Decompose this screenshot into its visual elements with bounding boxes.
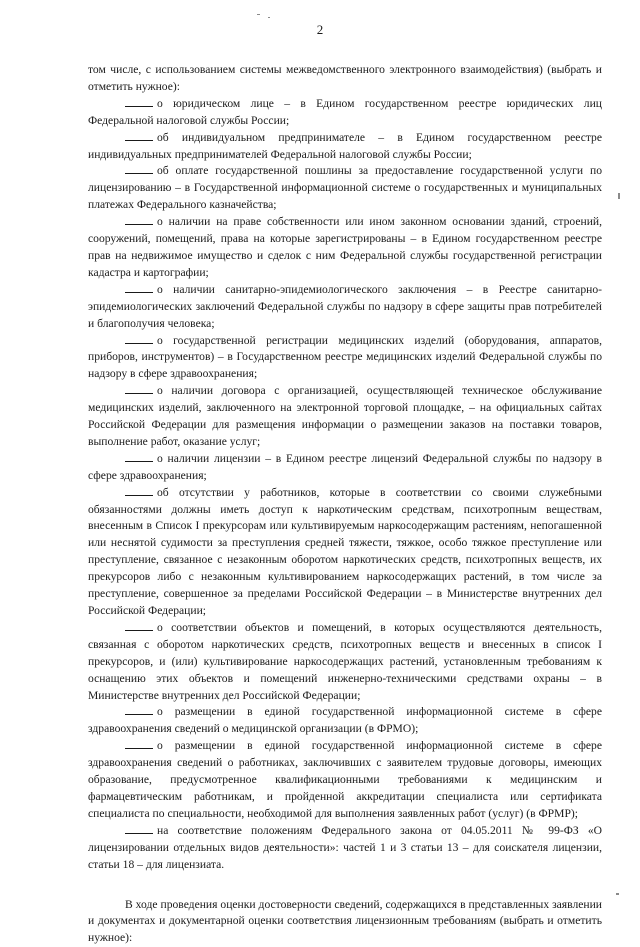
checklist-item [88,620,602,705]
scan-speck [268,17,270,18]
checklist-item [88,333,602,384]
checklist-item [88,96,602,130]
checklist-item-text: о наличии лицензии – в Едином реестре лицензий Федеральной службы по надзору в сфере здравоохранения; [88,452,602,482]
checklist-item [88,823,602,874]
checkbox-blank[interactable] [125,704,153,715]
checkbox-blank[interactable] [125,451,153,462]
scan-speck [616,893,619,895]
checklist-item [88,451,602,485]
checklist-item-text: о соответствии объектов и помещений, в которых осуществляются деятельность, связанная с оборотом наркотических средств, психотропных веществ и внесенных в список I прекурсоров, и (или) культивирование наркосодержащих растений, установленным требованиям к оснащению этих объектов и помещений инженерно-техническими средствами охраны – в Министерстве внутренних дел Российской Федерации; [88,621,602,702]
paragraph-gap [88,874,602,897]
checklist-item-text: об отсутствии у работников, которые в соответствии со своими служебными обязанностями должны иметь доступ к наркотическим средствам, психотропным веществам, внесенным в Список I прекурсорам или культивируемым наркосодержащим растениям, непогашенной или неснятой судимости за преступления средней тяжести, тяжкое, особо тяжкое преступление или преступление, связанное с незаконным оборотом наркотических средств, психотропных веществ, их прекурсоров либо с незаконным культивированием наркосодержащих растений, в том числе за преступление, совершенное за пределами Российской Федерации – в Министерстве внутренних дел Российской Федерации; [88,486,602,617]
checkbox-blank[interactable] [125,738,153,749]
checkbox-blank[interactable] [125,130,153,141]
checklist-item [88,738,602,823]
checkbox-blank[interactable] [125,823,153,834]
checklist-item-text: об оплате государственной пошлины за предоставление государственной услуги по лицензированию – в Государственной информационной системе о государственных и муниципальных платежах Федерального казначейства; [88,164,602,211]
checklist-item-text: о размещении в единой государственной информационной системе в сфере здравоохранения сведений о медицинской организации (в ФРМО); [88,705,602,735]
final-paragraph: В ходе проведения оценки достоверности сведений, содержащихся в представленных заявлении и документах и документарной оценки соответствия лицензионным требованиям (выбрать и отметить нужное): [88,897,602,947]
checklist-item-text: о размещении в единой государственной информационной системе в сфере здравоохранения сведений о работниках, заключивших с заявителем трудовые договоры, имеющих образование, предусмотренное квалификационными требованиями к медицинским и фармацевтическим работникам, и пройденной аккредитации специалиста или сертификата специалиста по специальности, необходимой для выполнения заявленных работ (услуг) (в ФРМР); [88,739,602,820]
document-body [88,62,602,947]
checklist-item [88,130,602,164]
checklist-item-text: об индивидуальном предпринимателе – в Едином государственном реестре индивидуальных предпринимателей Федеральной налоговой службы России; [88,131,602,161]
checkbox-blank[interactable] [125,333,153,344]
checklist-item [88,163,602,214]
checklist-item-text: о наличии договора с организацией, осуществляющей техническое обслуживание медицинских изделий, заключенного на электронной торговой площадке, – на официальных сайтах Российской Федерации для размещения информации о размещении заказов на поставки товаров, выполнение работ, оказание услуг; [88,384,602,448]
checklist-item [88,214,602,282]
checklist-item [88,485,602,620]
checkbox-blank[interactable] [125,282,153,293]
checklist-item-text: о юридическом лице – в Едином государственном реестре юридических лиц Федеральной налоговой службы России; [88,97,602,127]
checklist [88,96,602,874]
scan-speck [618,193,620,199]
checkbox-blank[interactable] [125,485,153,496]
checklist-item-text: о государственной регистрации медицинских изделий (оборудования, аппаратов, приборов, инструментов) – в Государственном реестре медицинских изделий Федеральной службы по надзору в сфере здравоохранения; [88,334,602,381]
scan-speck [257,14,260,15]
intro-paragraph: том числе, с использованием системы межведомственного электронного взаимодействия) (выбрать и отметить нужное): [88,62,602,96]
checklist-item-text: о наличии санитарно-эпидемиологического заключения – в Реестре санитарно-эпидемиологических заключений Федеральной службы по надзору в сфере защиты прав потребителей и благополучия человека; [88,283,602,330]
checkbox-blank[interactable] [125,163,153,174]
checkbox-blank[interactable] [125,383,153,394]
checklist-item [88,282,602,333]
page-number: 2 [0,22,640,38]
checkbox-blank[interactable] [125,214,153,225]
checkbox-blank[interactable] [125,96,153,107]
checkbox-blank[interactable] [125,620,153,631]
checklist-item [88,383,602,451]
checklist-item-text: о наличии на праве собственности или ином законном основании зданий, строений, сооружений, помещений, права на которые зарегистрированы – в Едином государственном реестре прав на недвижимое имущество и сделок с ним Федеральной службы государственной регистрации кадастра и картографии; [88,215,602,279]
checklist-item [88,704,602,738]
checklist-item-text: на соответствие положениям Федерального закона от 04.05.2011 № 99-ФЗ «О лицензировании отдельных видов деятельности»: частей 1 и 3 статьи 13 – для соискателя лицензии, статьи 18 – для лицензиата. [88,824,602,871]
